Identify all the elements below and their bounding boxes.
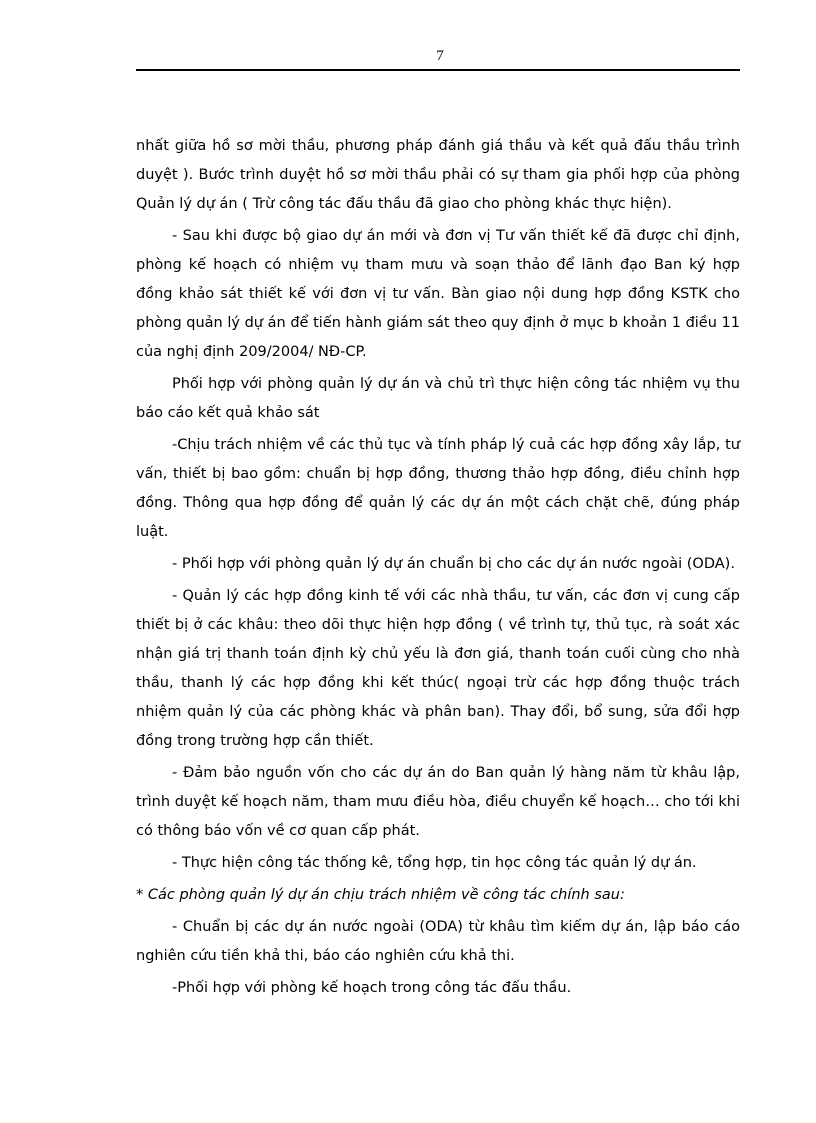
paragraph: - Đảm bảo nguồn vốn cho các dự án do Ban quản lý hàng năm từ khâu lập, trình duyệt kế hoạch năm, tham mưu điều hòa, điều chuyển kế hoạch… cho tới khi có thông báo vốn về cơ quan cấp phát.: [136, 765, 740, 839]
paragraph: - Chuẩn bị các dự án nước ngoài (ODA) từ khâu tìm kiếm dự án, lập báo cáo nghiên cứu tiền khả thi, báo cáo nghiên cứu khả thi.: [136, 919, 740, 964]
section-heading: * Các phòng quản lý dự án chịu trách nhiệm về công tác chính sau:: [136, 887, 625, 903]
paragraph: - Quản lý các hợp đồng kinh tế với các nhà thầu, tư vấn, các đơn vị cung cấp thiết bị ở các khâu: theo dõi thực hiện hợp đồng ( về trình tự, thủ tục, rà soát xác nhận giá trị thanh toán định kỳ chủ yếu là đơn giá, thanh toán cuối cùng cho nhà thầu, thanh lý các hợp đồng khi kết thúc( ngoại trừ các hợp đồng thuộc trách nhiệm quản lý của các phòng khác và phân ban). Thay đổi, bổ sung, sửa đổi hợp đồng trong trường hợp cần thiết.: [136, 588, 740, 749]
paragraph: -Phối hợp với phòng kế hoạch trong công tác đấu thầu.: [172, 980, 572, 996]
paragraph: -Chịu trách nhiệm về các thủ tục và tính pháp lý cuả các hợp đồng xây lắp, tư vấn, thiết bị bao gồm: chuẩn bị hợp đồng, thương thảo hợp đồng, điều chỉnh hợp đồng. Thông qua hợp đồng để quản lý các dự án một cách chặt chẽ, đúng pháp luật.: [136, 437, 740, 540]
header-rule: [136, 69, 740, 71]
paragraph: Phối hợp với phòng quản lý dự án và chủ trì thực hiện công tác nhiệm vụ thu báo cáo kết quả khảo sát: [136, 376, 740, 421]
paragraph: - Sau khi được bộ giao dự án mới và đơn vị Tư vấn thiết kế đã được chỉ định, phòng kế hoạch có nhiệm vụ tham mưu và soạn thảo để lãnh đạo Ban ký hợp đồng khảo sát thiết kế với đơn vị tư vấn. Bàn giao nội dung hợp đồng KSTK cho phòng quản lý dự án để tiến hành giám sát theo quy định ở mục b khoản 1 điều 11 của nghị định 209/2004/ NĐ-CP.: [136, 228, 740, 360]
document-body: [136, 132, 740, 1006]
page-number: 7: [436, 48, 444, 64]
paragraph: - Phối hợp với phòng quản lý dự án chuẩn bị cho các dự án nước ngoài (ODA).: [172, 556, 735, 572]
paragraph: nhất giữa hồ sơ mời thầu, phương pháp đánh giá thầu và kết quả đấu thầu trình duyệt ). Bước trình duyệt hồ sơ mời thầu phải có sự tham gia phối hợp của phòng Quản lý dự án ( Trừ công tác đấu thầu đã giao cho phòng khác thực hiện).: [136, 138, 740, 212]
paragraph: - Thực hiện công tác thống kê, tổng hợp, tin học công tác quản lý dự án.: [172, 855, 697, 871]
